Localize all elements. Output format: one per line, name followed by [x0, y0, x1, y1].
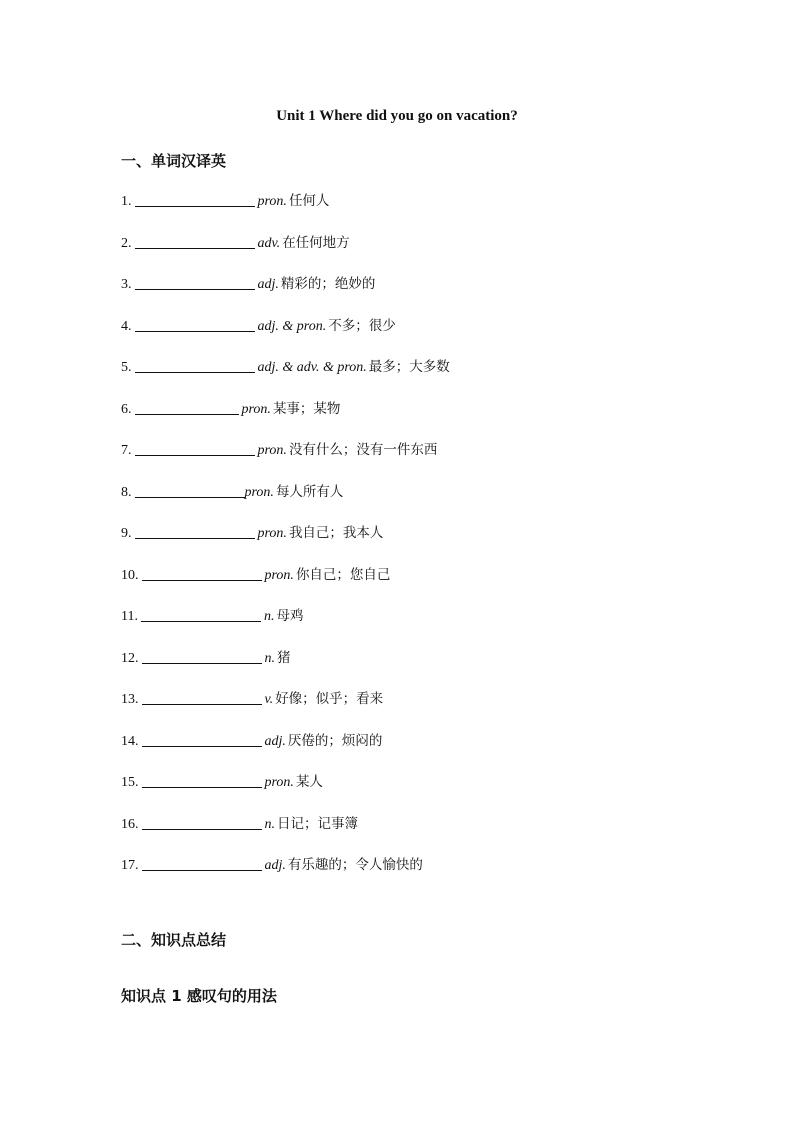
chinese-meaning: 母鸡 [276, 608, 304, 624]
vocab-item [121, 316, 450, 358]
chinese-meaning: 猪 [277, 649, 291, 666]
vocab-item [121, 399, 450, 441]
answer-blank[interactable] [135, 275, 255, 290]
part-of-speech: pron. [257, 526, 287, 541]
vocab-list [121, 191, 450, 897]
part-of-speech: pron. [264, 567, 294, 583]
part-of-speech: adj. [257, 277, 279, 292]
vocab-number: 13. [121, 692, 139, 707]
chinese-meaning: 不多；很少 [328, 317, 396, 334]
chinese-meaning: 日记；记事簿 [277, 815, 358, 832]
chinese-meaning: 没有什么；没有一件东西 [288, 442, 438, 458]
vocab-item [121, 523, 450, 565]
part-of-speech: adj. [264, 858, 286, 873]
answer-blank[interactable] [135, 317, 255, 332]
chinese-meaning: 每人所有人 [275, 483, 344, 500]
section-heading-vocab: 一、单词汉译英 [121, 152, 227, 170]
part-of-speech: pron. [264, 775, 294, 790]
answer-blank[interactable] [135, 400, 239, 415]
part-of-speech: n. [263, 609, 275, 624]
vocab-number: 4. [121, 318, 132, 334]
answer-blank[interactable] [141, 607, 261, 622]
answer-blank[interactable] [142, 566, 262, 581]
part-of-speech: v. [264, 692, 274, 707]
part-of-speech: adj. [264, 733, 286, 749]
answer-blank[interactable] [142, 732, 262, 747]
vocab-number: 15. [121, 775, 139, 790]
answer-blank[interactable] [142, 773, 262, 788]
vocab-item [121, 606, 450, 648]
vocab-item [121, 814, 450, 856]
part-of-speech: n. [264, 650, 275, 666]
answer-blank[interactable] [135, 234, 255, 249]
vocab-item [121, 191, 450, 233]
vocab-number: 14. [121, 733, 139, 749]
vocab-number: 12. [121, 650, 139, 666]
vocab-item [121, 731, 450, 773]
part-of-speech: pron. [244, 484, 274, 500]
answer-blank[interactable] [135, 441, 255, 456]
answer-blank[interactable] [142, 690, 262, 705]
vocab-number: 16. [121, 816, 139, 832]
vocab-item [121, 482, 450, 524]
vocab-number: 5. [121, 360, 132, 375]
vocab-number: 1. [121, 194, 132, 209]
vocab-item [121, 565, 450, 607]
chinese-meaning: 有乐趣的；令人愉快的 [287, 857, 423, 873]
part-of-speech: n. [264, 816, 275, 832]
chinese-meaning: 某人 [295, 774, 323, 790]
vocab-number: 6. [121, 401, 132, 417]
vocab-item [121, 855, 450, 897]
answer-blank[interactable] [142, 649, 262, 664]
answer-blank[interactable] [135, 192, 255, 207]
vocab-item [121, 274, 450, 316]
part-of-speech: adj. & pron. [257, 318, 327, 334]
part-of-speech: adj. & adv. & pron. [257, 360, 367, 375]
vocab-item [121, 648, 450, 690]
vocab-item [121, 233, 450, 275]
chinese-meaning: 厌倦的；烦闷的 [287, 732, 383, 749]
chinese-meaning: 精彩的；绝妙的 [280, 276, 376, 292]
chinese-meaning: 你自己；您自己 [295, 566, 391, 583]
vocab-item [121, 440, 450, 482]
vocab-number: 11. [121, 609, 138, 624]
vocab-number: 8. [121, 484, 132, 500]
chinese-meaning: 我自己；我本人 [288, 525, 384, 541]
chinese-meaning: 好像；似乎；看来 [275, 691, 384, 707]
vocab-number: 3. [121, 277, 132, 292]
vocab-item [121, 357, 450, 399]
answer-blank[interactable] [135, 524, 255, 539]
vocab-number: 7. [121, 443, 132, 458]
vocab-number: 9. [121, 526, 132, 541]
vocab-item [121, 772, 450, 814]
vocab-number: 2. [121, 235, 132, 251]
part-of-speech: adv. [257, 235, 281, 251]
knowledge-point-heading: 知识点 1 感叹句的用法 [121, 987, 277, 1005]
chinese-meaning: 最多；大多数 [368, 359, 450, 375]
section-heading-summary: 二、知识点总结 [121, 931, 227, 949]
answer-blank[interactable] [135, 483, 245, 498]
answer-blank[interactable] [135, 358, 255, 373]
vocab-number: 17. [121, 858, 139, 873]
chinese-meaning: 在任何地方 [282, 234, 350, 251]
chinese-meaning: 任何人 [288, 193, 330, 209]
page-title: Unit 1 Where did you go on vacation? [276, 108, 518, 124]
answer-blank[interactable] [142, 856, 262, 871]
answer-blank[interactable] [142, 815, 262, 830]
vocab-number: 10. [121, 567, 139, 583]
part-of-speech: pron. [257, 443, 287, 458]
part-of-speech: pron. [241, 401, 271, 417]
part-of-speech: pron. [257, 194, 287, 209]
chinese-meaning: 某事；某物 [272, 400, 341, 417]
vocab-item [121, 689, 450, 731]
